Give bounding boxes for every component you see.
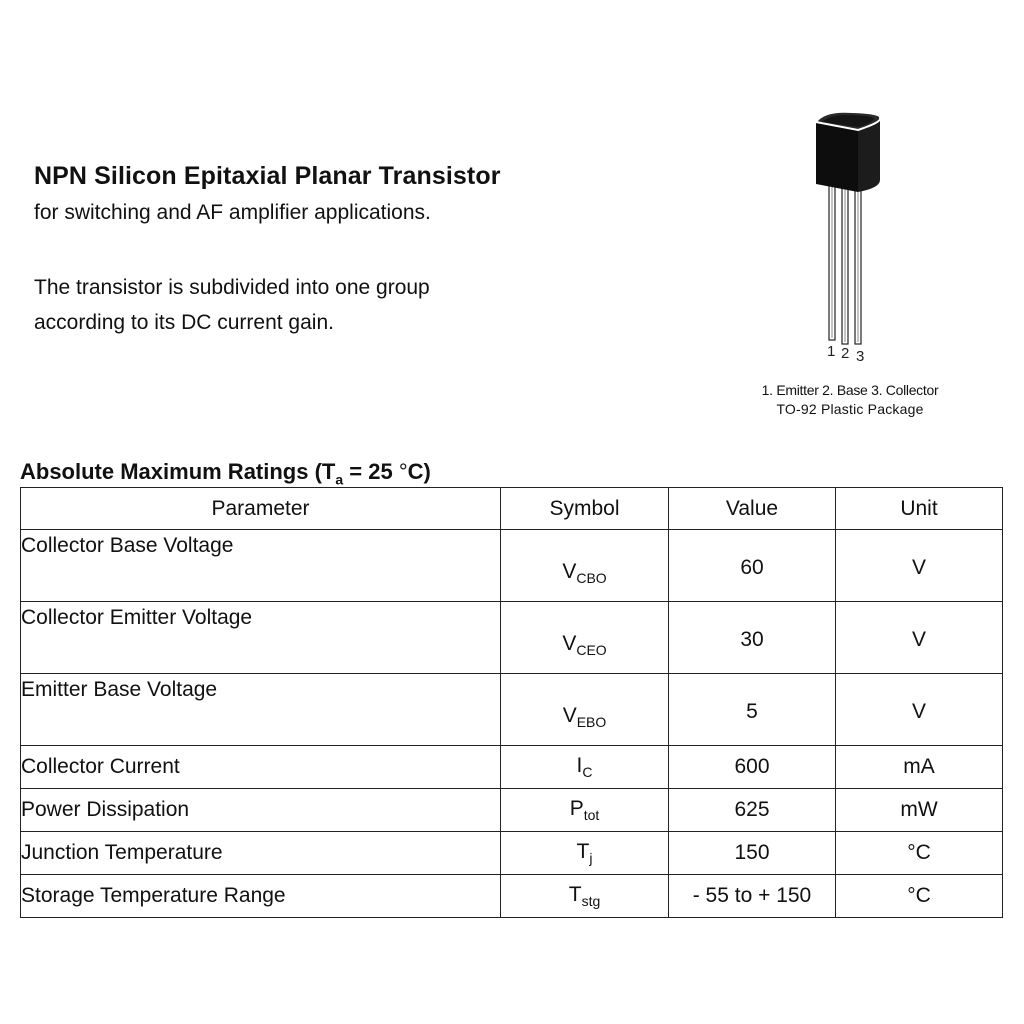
pin-number-2: 2 xyxy=(841,345,850,362)
unit-cell: V xyxy=(836,602,1003,674)
pin-number-3: 3 xyxy=(856,348,865,365)
unit-cell: V xyxy=(836,530,1003,602)
pin-number-1: 1 xyxy=(827,343,836,360)
table-row xyxy=(21,674,1003,746)
header-value: Value xyxy=(669,488,836,530)
to92-package-illustration xyxy=(800,100,900,370)
document-title: NPN Silicon Epitaxial Planar Transistor xyxy=(34,162,501,190)
header-unit: Unit xyxy=(836,488,1003,530)
value-cell: 600 xyxy=(669,746,836,789)
table-row xyxy=(21,530,1003,602)
parameter-cell: Emitter Base Voltage xyxy=(21,674,501,746)
document-subtitle: for switching and AF amplifier applications. xyxy=(34,201,431,224)
symbol-cell: $P_{tot}$ xyxy=(501,789,669,832)
parameter-cell: Collector Emitter Voltage xyxy=(21,602,501,674)
symbol-cell: $I_C$ xyxy=(501,746,669,789)
symbol-cell: $T_{stg}$ xyxy=(501,875,669,918)
unit-cell: °C xyxy=(836,832,1003,875)
absolute-maximum-ratings-table xyxy=(20,487,1003,918)
symbol-cell: $V_{CEO}$ xyxy=(501,602,669,674)
table-header-row xyxy=(21,488,1003,530)
package-caption xyxy=(740,381,960,419)
value-cell: 5 xyxy=(669,674,836,746)
unit-cell: mW xyxy=(836,789,1003,832)
symbol-cell: $T_j$ xyxy=(501,832,669,875)
parameter-cell: Power Dissipation xyxy=(21,789,501,832)
package-name: TO-92 Plastic Package xyxy=(776,401,924,417)
parameter-cell: Junction Temperature xyxy=(21,832,501,875)
value-cell: 30 xyxy=(669,602,836,674)
description-line-2: according to its DC current gain. xyxy=(34,311,334,334)
description-line-1: The transistor is subdivided into one group xyxy=(34,276,430,299)
symbol-cell: $V_{EBO}$ xyxy=(501,674,669,746)
unit-cell: mA xyxy=(836,746,1003,789)
pin-assignment-caption: 1. Emitter 2. Base 3. Collector xyxy=(761,382,939,398)
parameter-cell: Collector Current xyxy=(21,746,501,789)
value-cell: 625 xyxy=(669,789,836,832)
unit-cell: °C xyxy=(836,875,1003,918)
ratings-table-title: Absolute Maximum Ratings ($T_a = 25$ °C) xyxy=(20,459,431,488)
parameter-cell: Storage Temperature Range xyxy=(21,875,501,918)
parameter-cell: Collector Base Voltage xyxy=(21,530,501,602)
table-row xyxy=(21,746,1003,789)
value-cell: 150 xyxy=(669,832,836,875)
header-parameter: Parameter xyxy=(21,488,501,530)
value-cell: - 55 to + 150 xyxy=(669,875,836,918)
table-row xyxy=(21,832,1003,875)
value-cell: 60 xyxy=(669,530,836,602)
header-symbol: Symbol xyxy=(501,488,669,530)
table-row xyxy=(21,602,1003,674)
table-row xyxy=(21,789,1003,832)
unit-cell: V xyxy=(836,674,1003,746)
symbol-cell: $V_{CBO}$ xyxy=(501,530,669,602)
table-row xyxy=(21,875,1003,918)
description xyxy=(34,270,430,340)
package-body xyxy=(816,122,858,192)
